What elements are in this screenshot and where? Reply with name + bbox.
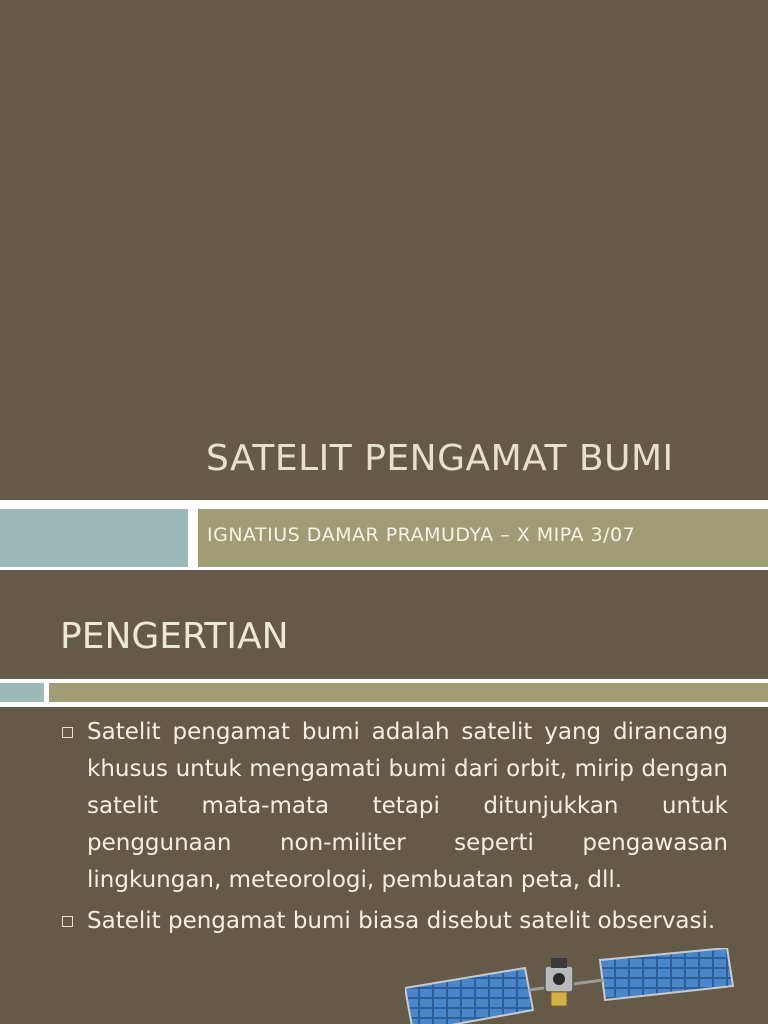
heading-teal-accent (0, 683, 44, 702)
presentation-subtitle: IGNATIUS DAMAR PRAMUDYA – X MIPA 3/07 (207, 524, 636, 546)
heading-olive-bar (49, 683, 768, 702)
slide-heading: PENGERTIAN (60, 616, 289, 657)
title-teal-accent (0, 509, 188, 567)
content-slide (0, 582, 768, 1024)
left-solar-panel (405, 968, 533, 1024)
bullet-list (60, 714, 728, 944)
satellite-illustration (405, 948, 735, 1024)
bullet-item (60, 903, 728, 940)
bullet-text: Satelit pengamat bumi adalah satelit yang dirancang khusus untuk mengamati bumi dari orbit, mirip dengan satelit mata-mata tetapi ditunjukkan untuk penggunaan non-militer seperti pengawasan lingkungan, meteorologi, pembuatan peta, dll. (87, 719, 728, 893)
square-bullet-icon (62, 727, 73, 738)
presentation-title: SATELIT PENGAMAT BUMI (206, 438, 674, 479)
square-bullet-icon (62, 916, 73, 927)
bullet-text: Satelit pengamat bumi biasa disebut satelit observasi. (87, 908, 716, 934)
bullet-item (60, 714, 728, 899)
right-solar-panel (600, 948, 733, 1000)
